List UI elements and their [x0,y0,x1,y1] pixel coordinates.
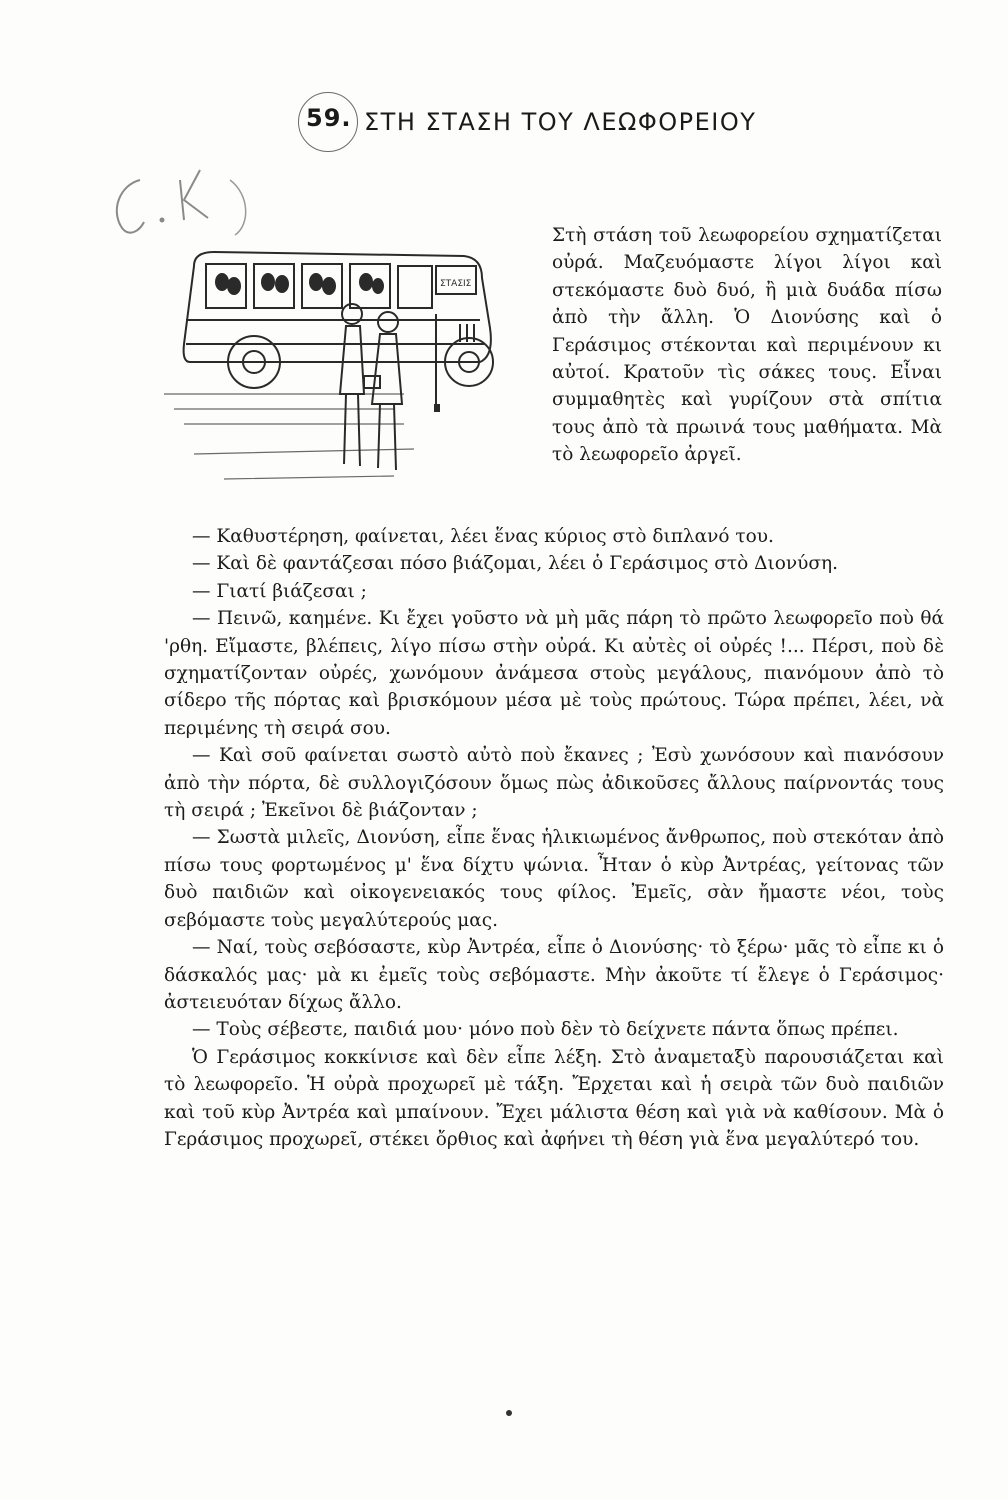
chapter-number: 59. [306,104,352,132]
paragraph: — Σωστὰ μιλεῖς, Διονύση, εἶπε ἕνας ἡλικιωμένος ἄνθρωπος, ποὺ στεκόταν ἀπὸ πίσω τους φορτωμένος μ' ἕνα δίχτυ ψώνια. Ἦταν ὁ κὺρ Ἀντρέας, γείτονας τῶν δυὸ παιδιῶν καὶ οἰκογενειακός τους φίλος. Ἐμεῖς, σὰν ἤμαστε νέοι, τοὺς σεβόμαστε τοὺς μεγαλύτερούς μας. [164,827,944,931]
chapter-title: ΣΤΗ ΣΤΑΣΗ ΤΟΥ ΛΕΩΦΟΡΕΙΟΥ [364,108,757,136]
bus-stop-sign-text: ΣΤΑΣΙΣ [440,279,472,289]
paragraph: — Πεινῶ, καημένε. Κι ἔχει γοῦστο νὰ μὴ μᾶς πάρη τὸ πρῶτο λεωφορεῖο ποὺ θά 'ρθη. Εἴμαστε, βλέπεις, λίγο πίσω στὴν οὐρά. Κι αὐτὲς οἱ οὐρές !... Πέρσι, ποὺ δὲ σχηματίζονταν οὐρές, χωνόμουν ἀνάμεσα στοὺς μεγάλους, πιανόμουν ἀπὸ τὸ σίδερο τῆς πόρτας καὶ βρισκόμουν μέσα μὲ τοὺς πρώτους. Τώρα πρέπει, λέει, νὰ περιμένης τὴ σειρά σου. [164,608,944,739]
bus-queue-drawing [164,244,528,494]
paragraph: Ὁ Γεράσιμος κοκκίνισε καὶ δὲν εἶπε λέξη. Στὸ ἀναμεταξὺ παρουσιάζεται καὶ τὸ λεωφορεῖο. Ἡ οὐρὰ προχωρεῖ μὲ τάξη. Ἔρχεται καὶ ἡ σειρὰ τῶν δυὸ παιδιῶν καὶ τοῦ κὺρ Ἀντρέα καὶ μπαίνουν. Ἔχει μάλιστα θέση καὶ γιὰ νὰ καθίσουν. Μὰ ὁ Γεράσιμος προχωρεῖ, στέκει ὄρθιος καὶ ἀφήνει τὴ θέση γιὰ ἕνα μεγαλύτερό του. [164,1046,944,1150]
pencil-scribble-icon [100,140,250,250]
story-text [164,523,944,1153]
ink-dot [506,1410,512,1416]
bus-stop-illustration [164,244,528,494]
pencil-annotation [100,140,250,250]
paragraph: — Καὶ σοῦ φαίνεται σωστὸ αὐτὸ ποὺ ἔκανες ; Ἐσὺ χωνόσουν καὶ πιανόσουν ἀπὸ τὴν πόρτα, δὲ συλλογιζόσουν ὅμως πὼς ἀδικοῦσες ἄλλους παίρνοντάς τους τὴ σειρά ; Ἐκεῖνοι δὲ βιάζονταν ; [164,745,944,822]
paragraph: — Καὶ δὲ φαντάζεσαι πόσο βιάζομαι, λέει ὁ Γεράσιμος στὸ Διονύση. [192,553,838,575]
paragraph: — Τοὺς σέβεστε, παιδιά μου· μόνο ποὺ δὲν τὸ δείχνετε πάντα ὅπως πρέπει. [192,1019,899,1041]
intro-text: Στὴ στάση τοῦ λεωφορείου σχηματίζεται οὐρά. Μαζευόμαστε λίγοι λίγοι καὶ στεκόμαστε δυὸ δυό, ἢ μιὰ δυάδα πίσω ἀπὸ τὴν ἄλλη. Ὁ Διονύσης καὶ ὁ Γεράσιμος στέκονται καὶ περιμένουν κι αὐτοί. Κρατοῦν τὶς σάκες τους. Εἶναι συμμαθητὲς καὶ γυρίζουν στὰ σπίτια τους ἀπὸ τὰ πρωινά τους μαθήματα. Μὰ τὸ λεωφορεῖο ἀργεῖ. [552,225,942,466]
chapter-heading [306,104,866,148]
paragraph: — Γιατί βιάζεσαι ; [192,580,367,602]
paragraph: — Καθυστέρηση, φαίνεται, λέει ἕνας κύριος στὸ διπλανό του. [192,526,774,547]
paragraph: — Ναί, τοὺς σεβόσαστε, κὺρ Ἀντρέα, εἶπε ὁ Διονύσης· τὸ ξέρω· μᾶς τὸ εἶπε κι ὁ δάσκαλός μας· μὰ κι ἐμεῖς τοὺς σεβόμαστε. Μὴν ἀκοῦτε τί ἔλεγε ὁ Γεράσιμος· ἀστειευόταν δίχως ἄλλο. [164,937,944,1013]
intro-paragraph [552,222,942,469]
